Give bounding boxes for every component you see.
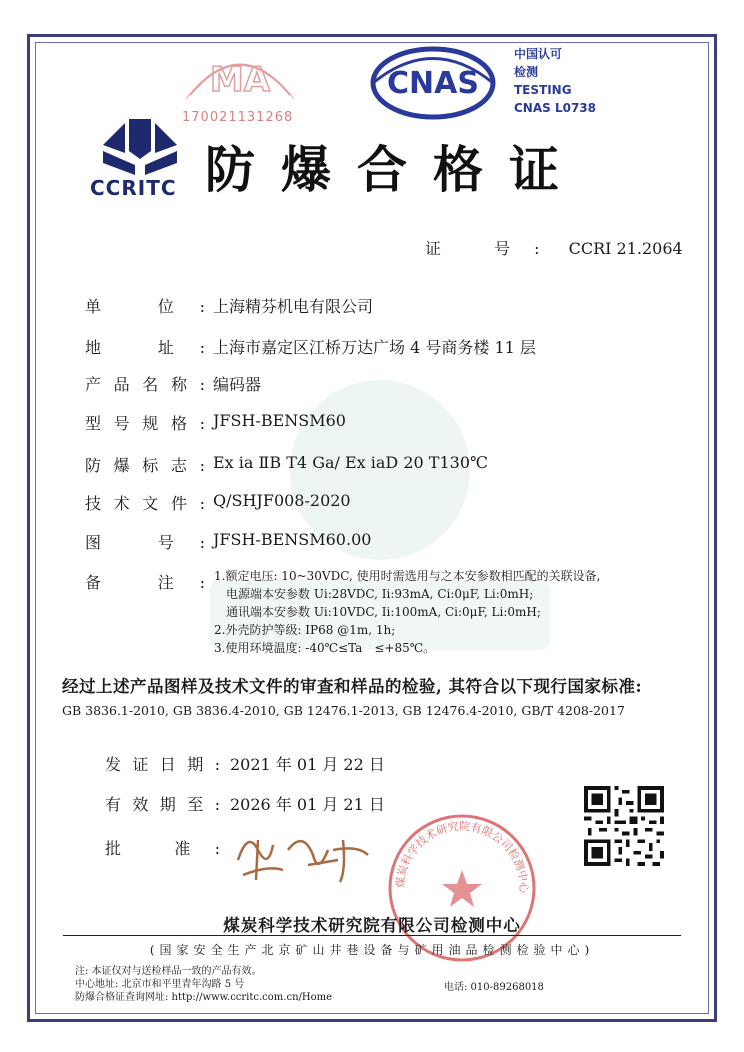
cnas-line: CNAS L0738 (514, 101, 597, 115)
approval-row (105, 836, 220, 859)
cnas-accreditation-text (514, 45, 596, 117)
cnas-logo-icon (368, 44, 498, 122)
compliance-statement: 经过上述产品图样及技术文件的审查和样品的检验, 其符合以下现行国家标准: (62, 677, 643, 696)
notes-block (214, 567, 600, 657)
footer-telephone: 电话: 010-89268018 (444, 982, 544, 993)
field-value: Ex ia ⅡB T4 Ga/ Ex iaD 20 T130℃ (213, 453, 488, 472)
expiry-date-label: 有效期至: (105, 795, 220, 814)
field-row (85, 530, 372, 553)
notes-line: 电源端本安参数 Ui:28VDC, Ii:93mA, Ci:0μF, Li:0mH; (214, 587, 534, 601)
expiry-date-row (105, 792, 385, 815)
field-value: Q/SHJF008-2020 (213, 491, 351, 510)
notes-line: 通讯端本安参数 Ui:10VDC, Ii:100mA, Ci:0μF, Li:0mH; (214, 605, 541, 619)
notes-line: 2.外壳防护等级: IP68 @1m, 1h; (214, 623, 396, 637)
ccritc-logo-text: CCRITC (90, 176, 177, 200)
issuer-name: 煤炭科学技术研究院有限公司检测中心 (223, 916, 521, 935)
field-value: JFSH-BENSM60.00 (213, 530, 372, 549)
issuer-subtitle: (国家安全生产北京矿山井巷设备与矿用油品检测检验中心) (149, 943, 595, 957)
field-value: 上海市嘉定区江桥万达广场 4 号商务楼 11 层 (213, 338, 536, 357)
field-label: 技术文件: (85, 494, 205, 513)
signature-icon (228, 820, 378, 890)
field-label: 型号规格: (85, 414, 205, 433)
expiry-date-value: 2026 年 01 月 21 日 (230, 795, 385, 814)
field-value: 上海精芬机电有限公司 (213, 297, 374, 316)
field-label: 地 址: (85, 338, 205, 357)
ma-stamp-text: MA (209, 60, 271, 100)
cnas-logo-text: CNAS (387, 66, 479, 101)
notes-line: 3.使用环境温度: -40℃≤Ta ≤+85℃。 (214, 641, 436, 655)
cnas-line: 中国认可 (514, 47, 563, 61)
field-row (85, 453, 488, 476)
standards-list: GB 3836.1-2010, GB 3836.4-2010, GB 12476.1-2013, GB 12476.4-2010, GB/T 4208-2017 (62, 703, 625, 718)
footer-notes (75, 965, 332, 1004)
cnas-line: TESTING (514, 83, 572, 97)
approval-label: 批 准: (105, 839, 220, 858)
field-value: JFSH-BENSM60 (213, 411, 346, 430)
field-label: 防爆标志: (85, 456, 205, 475)
issue-date-row (105, 752, 385, 775)
footer-note: 注: 本证仅对与送检样品一致的产品有效。 (75, 966, 262, 977)
certificate-number: CCRI 21.2064 (568, 239, 683, 258)
notes-line: 1.额定电压: 10~30VDC, 使用时需选用与之本安参数相匹配的关联设备, (214, 569, 601, 583)
field-row (85, 411, 346, 434)
field-row (85, 335, 536, 358)
field-label: 图 号: (85, 533, 205, 552)
field-row (85, 294, 374, 317)
seal-text: 煤炭科学技术研究院有限公司检测中心 (393, 819, 531, 894)
footer-address: 中心地址: 北京市和平里青年沟路 5 号 (75, 979, 245, 990)
ma-stamp-icon (180, 45, 300, 105)
issue-date-label: 发证日期: (105, 755, 220, 774)
issue-date-value: 2021 年 01 月 22 日 (230, 755, 385, 774)
ma-number: 170021131268 (182, 110, 294, 125)
certificate-title: 防爆合格证 (205, 141, 585, 199)
footer-divider (63, 935, 681, 936)
certificate-number-label: 证 号: (425, 239, 564, 258)
field-label: 产品名称: (85, 375, 205, 394)
footer-query-url: 防爆合格证查询网址: http://www.ccritc.com.cn/Home (75, 992, 333, 1003)
field-row (85, 372, 262, 395)
field-label: 单 位: (85, 297, 205, 316)
official-seal-icon (382, 808, 542, 963)
qr-code-icon (584, 786, 664, 866)
notes-label-row (85, 570, 205, 593)
cnas-line: 检测 (514, 65, 539, 79)
field-value: 编码器 (213, 375, 262, 394)
certificate-number-row (425, 236, 683, 259)
notes-label: 备 注: (85, 573, 205, 592)
field-row (85, 491, 351, 514)
